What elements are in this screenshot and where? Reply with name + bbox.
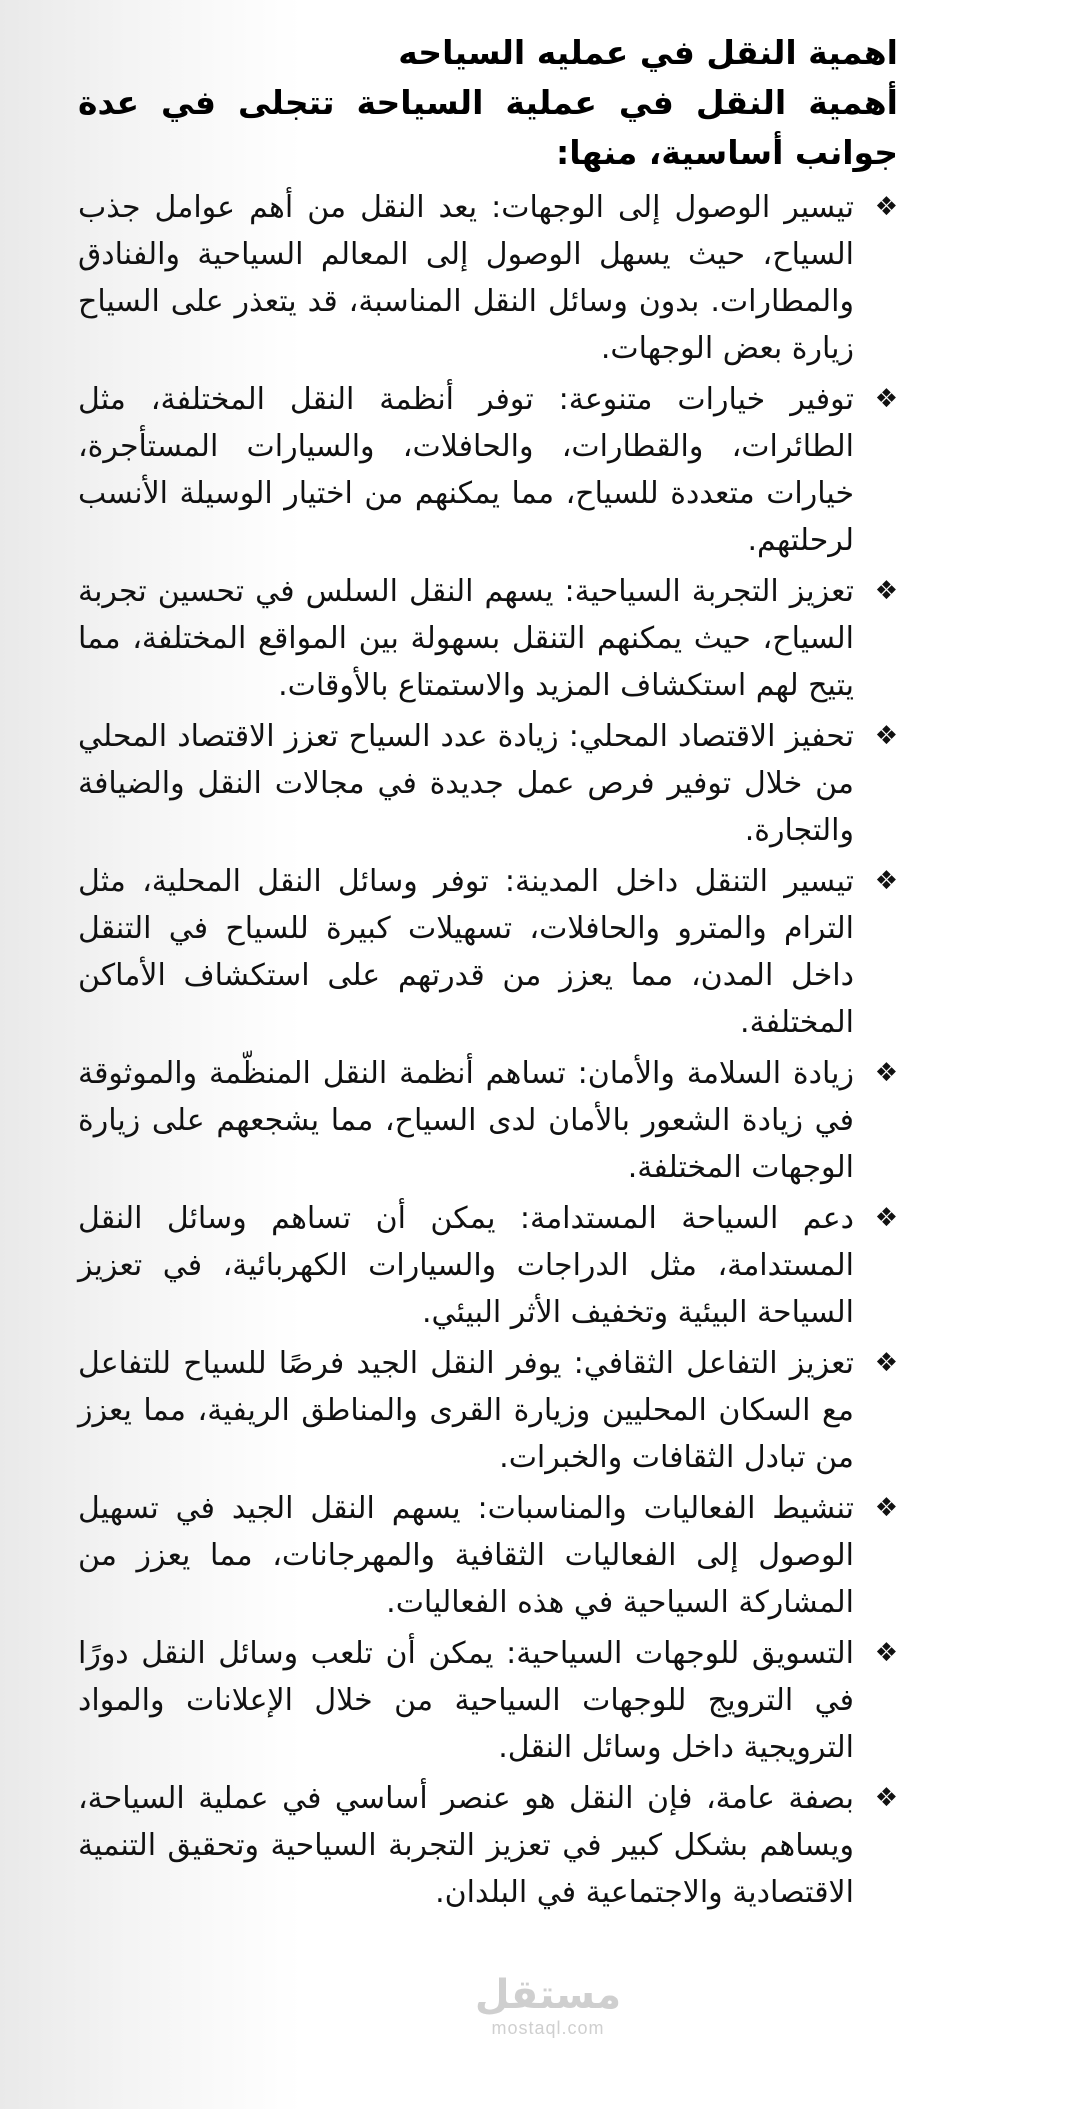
points-list (78, 184, 898, 1916)
diamond-bullet-icon: ❖ (874, 1203, 898, 1233)
diamond-bullet-icon: ❖ (874, 1058, 898, 1088)
diamond-bullet-icon: ❖ (874, 384, 898, 414)
diamond-bullet-icon: ❖ (874, 866, 898, 896)
article-title: اهمية النقل في عمليه السياحه (398, 33, 898, 72)
point-text: تيسير الوصول إلى الوجهات: يعد النقل من أهم عوامل جذب السياح، حيث يسهل الوصول إلى المعالم السياحية والفنادق والمطارات. بدون وسائل النقل المناسبة، قد يتعذر على السياح زيارة بعض الوجهات. (78, 190, 854, 366)
point-text: دعم السياحة المستدامة: يمكن أن تساهم وسائل النقل المستدامة، مثل الدراجات والسيارات الكهربائية، في تعزيز السياحة البيئية وتخفيف الأثر البيئي. (78, 1201, 854, 1330)
diamond-bullet-icon: ❖ (874, 576, 898, 606)
list-item (78, 858, 898, 1046)
article (78, 28, 898, 1920)
list-item (78, 568, 898, 709)
list-item (78, 1050, 898, 1191)
point-text: تحفيز الاقتصاد المحلي: زيادة عدد السياح تعزز الاقتصاد المحلي من خلال توفير فرص عمل جديدة في مجالات النقل والضيافة والتجارة. (78, 719, 854, 848)
point-text: التسويق للوجهات السياحية: يمكن أن تلعب وسائل النقل دورًا في الترويج للوجهات السياحية من خلال الإعلانات والمواد الترويجية داخل وسائل النقل. (78, 1636, 854, 1765)
list-item (78, 713, 898, 854)
diamond-bullet-icon: ❖ (874, 1493, 898, 1523)
diamond-bullet-icon: ❖ (874, 1638, 898, 1668)
list-item (78, 1485, 898, 1626)
list-item (78, 1340, 898, 1481)
point-text: تعزيز التجربة السياحية: يسهم النقل السلس في تحسين تجربة السياح، حيث يمكنهم التنقل بسهولة بين المواقع المختلفة، مما يتيح لهم استكشاف المزيد والاستمتاع بالأوقات. (78, 574, 854, 703)
point-text: توفير خيارات متنوعة: توفر أنظمة النقل المختلفة، مثل الطائرات، والقطارات، والحافلات، والسيارات المستأجرة، خيارات متعددة للسياح، مما يمكنهم من اختيار الوسيلة الأنسب لرحلتهم. (78, 382, 854, 558)
diamond-bullet-icon: ❖ (874, 1348, 898, 1378)
watermark-arabic: مستقل (474, 1972, 622, 2018)
point-text: تعزيز التفاعل الثقافي: يوفر النقل الجيد فرصًا للسياح للتفاعل مع السكان المحليين وزيارة القرى والمناطق الريفية، مما يعزز من تبادل الثقافات والخبرات. (78, 1346, 854, 1475)
diamond-bullet-icon: ❖ (874, 192, 898, 222)
list-item (78, 376, 898, 564)
list-item (78, 184, 898, 372)
point-text: بصفة عامة، فإن النقل هو عنصر أساسي في عملية السياحة، ويساهم بشكل كبير في تعزيز التجربة السياحية وتحقيق التنمية الاقتصادية والاجتماعية في البلدان. (78, 1781, 854, 1910)
point-text: تنشيط الفعاليات والمناسبات: يسهم النقل الجيد في تسهيل الوصول إلى الفعاليات الثقافية والمهرجانات، مما يعزز من المشاركة السياحية في هذه الفعاليات. (78, 1491, 854, 1620)
watermark-latin: mostaql.com (491, 2018, 605, 2038)
list-item (78, 1630, 898, 1771)
diamond-bullet-icon: ❖ (874, 721, 898, 751)
article-intro: أهمية النقل في عملية السياحة تتجلى في عدة جوانب أساسية، منها: (78, 83, 898, 172)
list-item (78, 1195, 898, 1336)
diamond-bullet-icon: ❖ (874, 1783, 898, 1813)
point-text: زيادة السلامة والأمان: تساهم أنظمة النقل المنظّمة والموثوقة في زيادة الشعور بالأمان لدى السياح، مما يشجعهم على زيارة الوجهات المختلفة. (78, 1056, 854, 1185)
point-text: تيسير التنقل داخل المدينة: توفر وسائل النقل المحلية، مثل الترام والمترو والحافلات، تسهيلات كبيرة للسياح في التنقل داخل المدن، مما يعزز من قدرتهم على استكشاف الأماكن المختلفة. (78, 864, 854, 1040)
mostaql-watermark-logo (468, 1972, 628, 2038)
list-item (78, 1775, 898, 1916)
